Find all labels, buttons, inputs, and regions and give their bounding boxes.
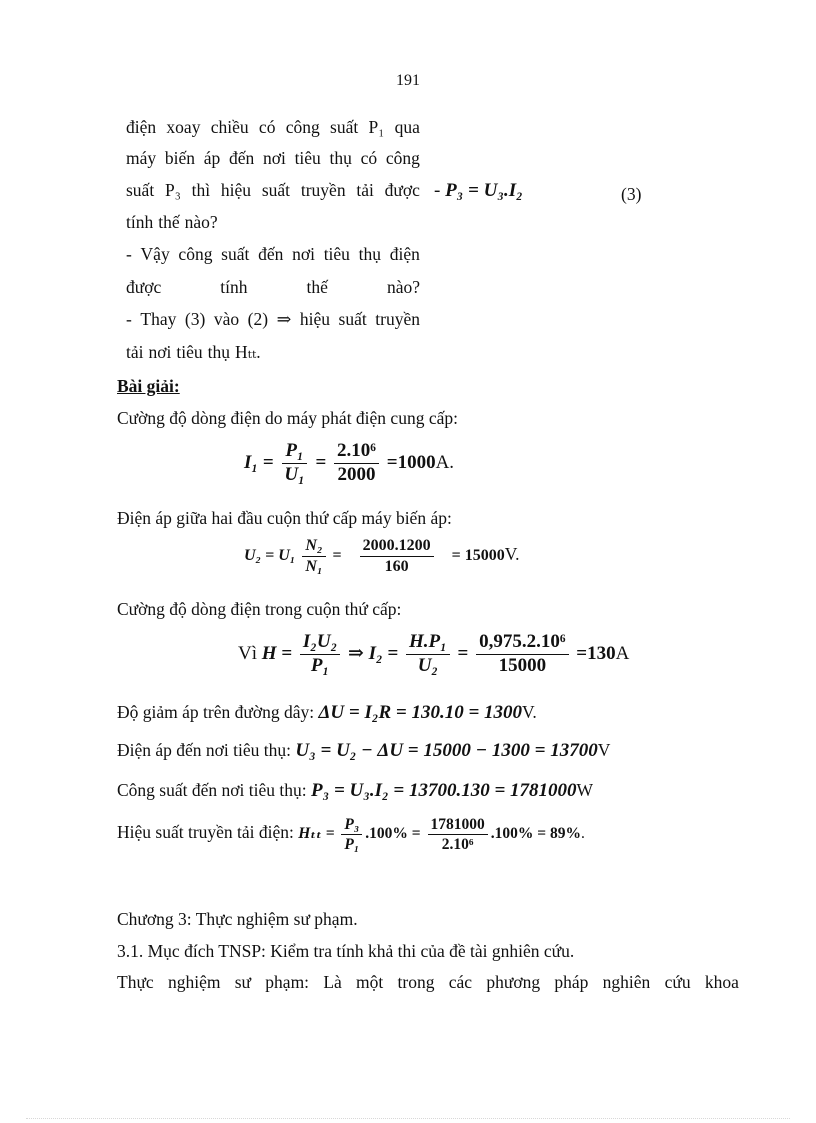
eq3-equals: = bbox=[457, 642, 469, 664]
question-word: nơi bbox=[262, 148, 286, 168]
solution-line-consumer-power bbox=[117, 780, 593, 802]
eq1-lhs: I₁ = bbox=[244, 451, 274, 473]
line4-text: Độ giảm áp trên đường dây: bbox=[117, 702, 315, 722]
side-formula-expression: P₃ = U₃.I₂ bbox=[445, 180, 523, 201]
question-word: - bbox=[126, 309, 132, 329]
eq2-f1-den: N₁ bbox=[305, 557, 323, 575]
question-word: P₃ bbox=[165, 180, 181, 200]
chapter-title: Chương 3: Thực nghiệm sư phạm. bbox=[117, 909, 358, 929]
line7-f1-den: P₁ bbox=[344, 836, 360, 854]
eq1-f2-num: 2.10⁶ bbox=[334, 441, 379, 464]
solution-line-consumer-voltage bbox=[117, 740, 610, 762]
intro-word: Thực bbox=[117, 972, 154, 992]
line6-text: Công suất đến nơi tiêu thụ: bbox=[117, 780, 307, 800]
question-word: tiêu bbox=[294, 148, 321, 168]
line5-equation: U₃ = U₂ − ΔU = 15000 − 1300 = 13700 bbox=[295, 740, 598, 761]
solution-line-voltage: Điện áp giữa hai đầu cuộn thứ cấp máy biến áp: bbox=[117, 508, 452, 528]
question-word: qua bbox=[394, 117, 420, 137]
question-word: thế bbox=[306, 277, 328, 297]
line7-f2-den: 2.10⁶ bbox=[441, 836, 474, 854]
line7-fraction-symbolic bbox=[341, 816, 362, 853]
eq3-f1-den: P₁ bbox=[310, 654, 330, 676]
question-word: suất bbox=[221, 244, 250, 264]
question-word: nơi bbox=[148, 342, 172, 362]
eq2-lhs: U₂ = U₁ bbox=[244, 546, 296, 564]
eq3-result: =130 bbox=[576, 642, 616, 664]
intro-word: cứu bbox=[664, 972, 691, 992]
question-word: tính bbox=[220, 277, 248, 297]
eq1-equals: = bbox=[315, 451, 327, 473]
question-word: Hₜₜ. bbox=[235, 342, 261, 362]
page-footer-rule bbox=[26, 1118, 790, 1119]
page-number: 191 bbox=[396, 72, 420, 89]
eq2-f2-den: 160 bbox=[384, 557, 409, 575]
intro-word: một bbox=[356, 972, 384, 992]
eq1-fraction-numeric bbox=[334, 441, 379, 486]
question-word: nơi bbox=[292, 244, 315, 264]
question-word: xoay bbox=[166, 117, 201, 137]
intro-word: nghiệm bbox=[167, 972, 221, 992]
eq2-result: = 15000 bbox=[451, 546, 505, 564]
eq3-prefix: Vì bbox=[238, 642, 257, 664]
question-word: thụ bbox=[207, 342, 230, 362]
question-word: vào bbox=[213, 309, 240, 329]
question-line bbox=[126, 180, 420, 201]
line7-equation bbox=[298, 816, 585, 854]
question-word: điện bbox=[126, 117, 157, 137]
line7-lhs: Hₜₜ = bbox=[298, 825, 335, 843]
equation-current-i2 bbox=[238, 632, 629, 677]
eq1-f2-den: 2000 bbox=[337, 463, 376, 485]
question-line bbox=[126, 277, 420, 298]
solution-line-current: Cường độ dòng điện do máy phát điện cung cấp: bbox=[117, 408, 458, 428]
question-word: suất bbox=[261, 180, 291, 200]
section-heading: 3.1. Mục đích TNSP: Kiểm tra tính khả thi của đề tài gnhiên cứu. bbox=[117, 941, 575, 961]
line5-unit: V bbox=[597, 740, 611, 760]
eq3-f3-num: 0,975.2.10⁶ bbox=[476, 632, 568, 655]
question-line bbox=[126, 148, 420, 169]
intro-word: các bbox=[448, 972, 473, 992]
question-word: chiều bbox=[210, 117, 249, 137]
question-word: (2) bbox=[247, 309, 269, 329]
question-word: P₁ bbox=[368, 117, 385, 137]
eq3-f3-den: 15000 bbox=[498, 654, 547, 676]
question-word: được bbox=[384, 180, 420, 200]
question-word: Thay bbox=[140, 309, 177, 329]
question-word: đến bbox=[228, 148, 255, 168]
intro-word: khoa bbox=[704, 972, 739, 992]
eq3-fraction-symbolic bbox=[406, 632, 450, 677]
question-word: tải bbox=[356, 180, 374, 200]
eq1-f1-num: P₁ bbox=[282, 441, 306, 464]
question-word: máy bbox=[126, 148, 157, 168]
intro-word: nghiên bbox=[602, 972, 651, 992]
eq2-f2-num: 2000.1200 bbox=[360, 537, 434, 557]
question-word: tính bbox=[126, 212, 154, 232]
question-word: công bbox=[385, 148, 420, 168]
line6-unit: W bbox=[576, 780, 594, 800]
line4-unit: V. bbox=[522, 702, 537, 722]
question-line bbox=[126, 244, 420, 265]
question-word: (3) bbox=[184, 309, 206, 329]
solution-heading: Bài giải: bbox=[117, 376, 180, 396]
question-word: tiêu bbox=[176, 342, 203, 362]
question-word: thụ bbox=[329, 148, 352, 168]
question-line bbox=[126, 342, 266, 363]
eq2-fraction-symbolic bbox=[302, 537, 325, 575]
eq3-fraction-efficiency bbox=[300, 632, 340, 677]
line7-fraction-numeric bbox=[428, 816, 488, 853]
intro-word: trong bbox=[397, 972, 435, 992]
eq2-fraction-numeric bbox=[349, 537, 445, 575]
question-line bbox=[126, 309, 420, 330]
question-word: nào? bbox=[386, 277, 420, 297]
eq1-fraction-symbolic bbox=[281, 441, 307, 486]
equation-current-i1 bbox=[244, 441, 454, 486]
line6-equation: P₃ = U₃.I₂ = 13700.130 = 1781000 bbox=[310, 780, 577, 801]
question-word: suất bbox=[338, 309, 367, 329]
eq2-f1-num: N₂ bbox=[302, 537, 325, 557]
intro-word: pháp bbox=[554, 972, 589, 992]
question-line bbox=[126, 212, 223, 233]
line4-equation: ΔU = I₂R = 130.10 = 1300 bbox=[318, 702, 523, 723]
eq3-fraction-numeric bbox=[476, 632, 568, 677]
eq1-f1-den: U₁ bbox=[284, 463, 305, 485]
equation-voltage-u2 bbox=[244, 537, 520, 575]
question-word: được bbox=[126, 277, 162, 297]
solution-line-efficiency bbox=[117, 816, 585, 853]
intro-word: phương bbox=[486, 972, 541, 992]
line7-mid: .100% = bbox=[365, 825, 421, 843]
eq3-f1-num: I₂U₂ bbox=[300, 632, 340, 655]
question-word: đến bbox=[258, 244, 284, 264]
eq3-f2-num: H.P₁ bbox=[406, 632, 450, 655]
chapter-intro-line bbox=[117, 972, 739, 993]
question-word: thụ bbox=[358, 244, 382, 264]
eq3-implies: ⇒ I₂ = bbox=[347, 642, 399, 664]
line7-f2-num: 1781000 bbox=[428, 816, 488, 835]
question-word: tải bbox=[126, 342, 144, 362]
eq2-unit: V. bbox=[504, 543, 520, 564]
question-word: ⇒ bbox=[276, 309, 292, 329]
intro-word: sư bbox=[234, 972, 252, 992]
side-formula bbox=[434, 180, 523, 202]
question-word: suất bbox=[330, 117, 359, 137]
eq2-equals: = bbox=[332, 546, 342, 564]
eq3-f2-den: U₂ bbox=[417, 654, 439, 676]
line7-end: . bbox=[580, 825, 585, 843]
question-word: áp bbox=[203, 148, 221, 168]
question-word: tiêu bbox=[323, 244, 350, 264]
eq1-unit: A. bbox=[435, 451, 455, 473]
solution-line-voltage-drop bbox=[117, 702, 537, 724]
question-word: nào? bbox=[184, 212, 218, 232]
eq1-result: =1000 bbox=[386, 451, 436, 473]
question-word: suất bbox=[126, 180, 155, 200]
eq3-unit: A bbox=[615, 642, 630, 664]
question-word: hiệu bbox=[299, 309, 330, 329]
side-formula-dash: - bbox=[434, 180, 441, 201]
eq3-lhs: H = bbox=[261, 642, 293, 664]
question-word: có bbox=[360, 148, 378, 168]
question-word: công bbox=[285, 117, 320, 137]
question-word: thì bbox=[191, 180, 211, 200]
intro-word: phạm: bbox=[265, 972, 310, 992]
question-word: công bbox=[178, 244, 213, 264]
question-word: Vậy bbox=[140, 244, 170, 264]
intro-word: Là bbox=[323, 972, 342, 992]
line7-text: Hiệu suất truyền tải điện: bbox=[117, 822, 294, 843]
equation-number: (3) bbox=[621, 184, 642, 204]
question-word: thế bbox=[158, 212, 180, 232]
line7-f1-num: P₃ bbox=[341, 816, 362, 835]
line7-result: .100% = 89% bbox=[490, 825, 581, 843]
question-word: hiệu bbox=[220, 180, 252, 200]
question-word: có bbox=[258, 117, 276, 137]
line5-text: Điện áp đến nơi tiêu thụ: bbox=[117, 740, 292, 760]
question-word: - bbox=[126, 244, 132, 264]
question-word: truyền bbox=[300, 180, 346, 200]
solution-line-secondary: Cường độ dòng điện trong cuộn thứ cấp: bbox=[117, 599, 402, 619]
question-word: truyền bbox=[375, 309, 420, 329]
question-line bbox=[126, 117, 420, 138]
question-word: điện bbox=[389, 244, 420, 264]
question-word: biến bbox=[164, 148, 195, 168]
